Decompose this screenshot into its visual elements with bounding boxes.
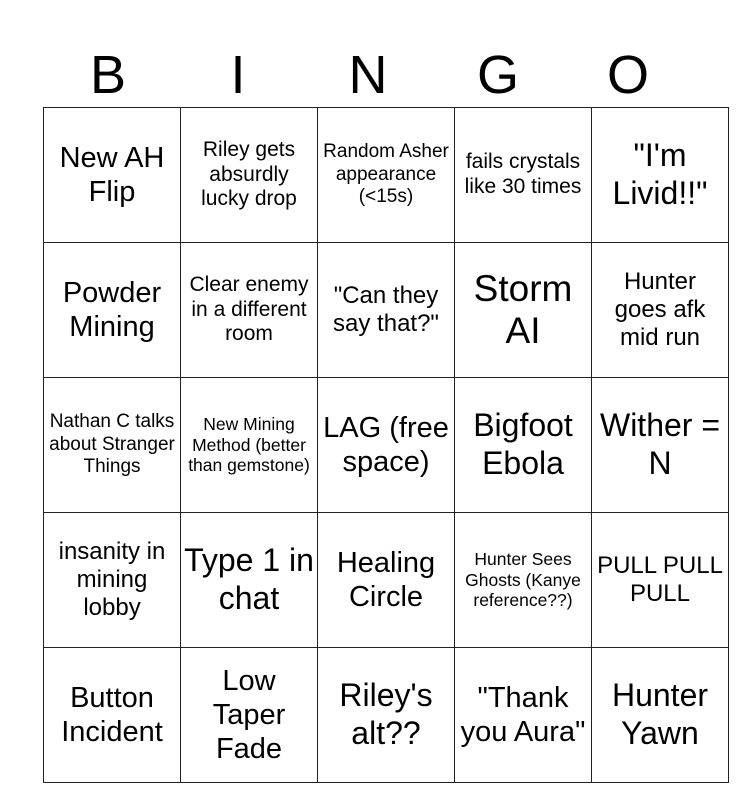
bingo-cell[interactable]: Powder Mining: [44, 243, 181, 378]
bingo-cell[interactable]: Riley gets absurdly lucky drop: [181, 108, 318, 243]
bingo-cell[interactable]: Storm AI: [455, 243, 592, 378]
bingo-cell[interactable]: Nathan C talks about Stranger Things: [44, 378, 181, 513]
bingo-cell[interactable]: Hunter Sees Ghosts (Kanye reference??): [455, 513, 592, 648]
board-row: [44, 378, 729, 513]
bingo-cell[interactable]: "I'm Livid!!": [592, 108, 729, 243]
bingo-cell[interactable]: New Mining Method (better than gemstone): [181, 378, 318, 513]
bingo-header: [43, 42, 693, 108]
bingo-cell[interactable]: New AH Flip: [44, 108, 181, 243]
board-row: [44, 513, 729, 648]
bingo-cell[interactable]: insanity in mining lobby: [44, 513, 181, 648]
bingo-cell[interactable]: PULL PULL PULL: [592, 513, 729, 648]
bingo-cell[interactable]: Bigfoot Ebola: [455, 378, 592, 513]
header-letter-g: G: [476, 45, 519, 105]
bingo-cell[interactable]: Type 1 in chat: [181, 513, 318, 648]
bingo-cell[interactable]: Low Taper Fade: [181, 648, 318, 783]
header-letter-b: B: [89, 45, 127, 105]
bingo-cell[interactable]: Button Incident: [44, 648, 181, 783]
bingo-cell[interactable]: Healing Circle: [318, 513, 455, 648]
board-row: [44, 648, 729, 783]
bingo-cell[interactable]: LAG (free space): [318, 378, 455, 513]
bingo-cell[interactable]: Clear enemy in a different room: [181, 243, 318, 378]
bingo-cell[interactable]: "Can they say that?": [318, 243, 455, 378]
bingo-cell[interactable]: Wither = N: [592, 378, 729, 513]
bingo-cell[interactable]: "Thank you Aura": [455, 648, 592, 783]
bingo-board: [43, 107, 729, 783]
board-row: [44, 243, 729, 378]
header-letter-n: N: [348, 45, 388, 105]
bingo-cell[interactable]: Random Asher appearance (<15s): [318, 108, 455, 243]
header-letter-i: I: [230, 45, 246, 105]
bingo-cell[interactable]: Riley's alt??: [318, 648, 455, 783]
bingo-cell[interactable]: Hunter goes afk mid run: [592, 243, 729, 378]
bingo-cell[interactable]: fails crystals like 30 times: [455, 108, 592, 243]
header-letter-o: O: [606, 45, 649, 105]
bingo-cell[interactable]: Hunter Yawn: [592, 648, 729, 783]
board-row: [44, 108, 729, 243]
